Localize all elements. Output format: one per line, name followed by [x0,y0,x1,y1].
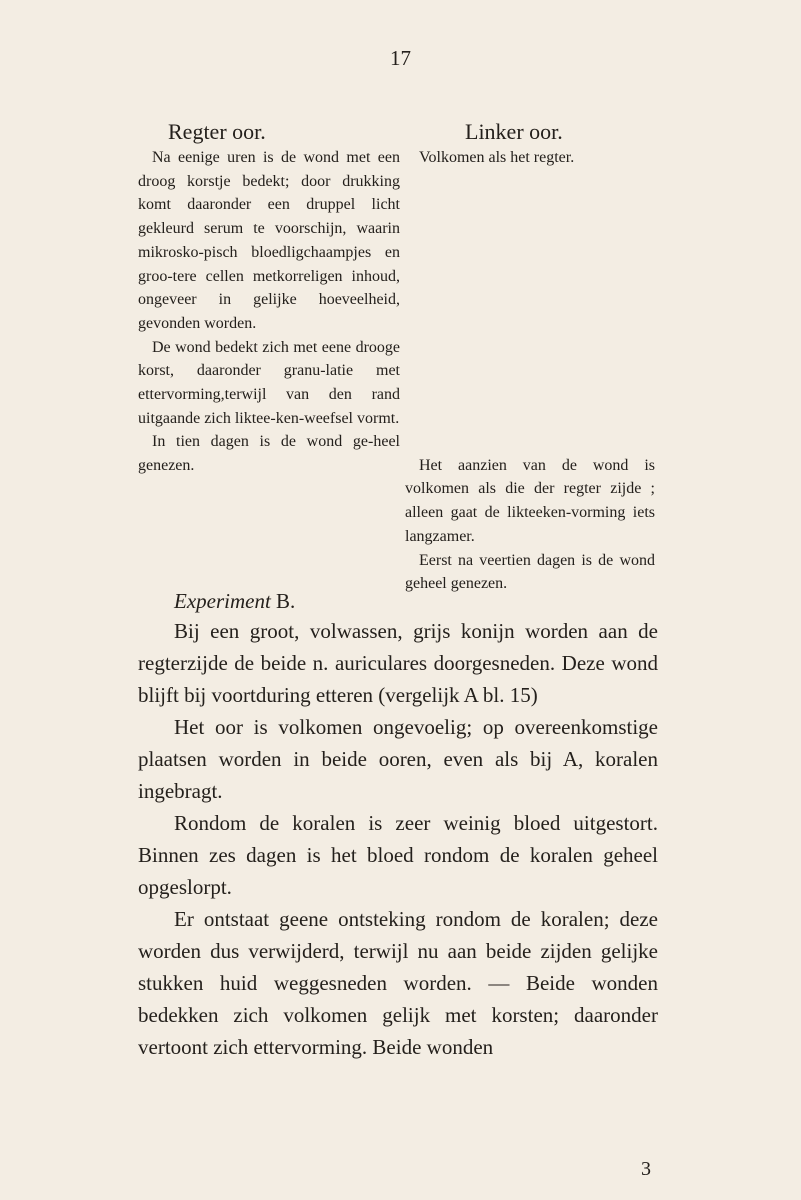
left-column-heading: Regter oor. [168,119,266,144]
left-paragraph: In tien dagen is de wond ge-heel genezen. [138,433,400,475]
body-paragraph: Rondom de koralen is zeer weinig bloed uitgestort. Binnen zes dagen is het bloed rondom de koralen geheel opgeslorpt. [138,811,658,899]
right-paragraph: Volkomen als het regter. [419,149,575,166]
right-column [405,119,655,596]
signature-mark: 3 [641,1158,651,1180]
body-paragraph: Het oor is volkomen ongevoelig; op overeenkomstige plaatsen worden in beide ooren, even als bij A, koralen ingebragt. [138,715,658,803]
right-paragraph: Eerst na veertien dagen is de wond geheel genezen. [405,551,655,593]
body-paragraph: Er ontstaat geene ontsteking rondom de koralen; deze worden dus verwijderd, terwijl nu aan beide zijden gelijke stukken huid weggesneden worden. — Beide wonden bedekken zich volkomen gelijk met korsten; daaronder vertoont zich ettervorming. Beide wonden [138,907,658,1059]
body-paragraph: Bij een groot, volwassen, grijs konijn worden aan de regterzijde de beide n. auriculares doorgesneden. Deze wond blijft bij voortduring etteren (vergelijk A bl. 15) [138,619,658,707]
left-paragraph: De wond bedekt zich met eene drooge korst, daaronder granu-latie met ettervorming,terwijl van den rand uitgaande zich liktee-ken-weefsel vormt. [138,338,400,427]
experiment-section [138,587,658,1063]
right-column-heading: Linker oor. [465,119,563,144]
right-paragraph: Het aanzien van de wond is volkomen als die der regter zijde ; alleen gaat de likteeken-vorming iets langzamer. [405,456,655,545]
page-number: 17 [390,46,411,70]
section-heading-italic: Experiment [174,589,271,613]
left-paragraph: Na eenige uren is de wond met een droog korstje bedekt; door drukking komt daaronder een druppel licht gekleurd serum te voorschijn, waarin mikrosko-pisch bloedligchaampjes en groo-tere cellen metkorreligen inhoud, ongeveer in gelijke hoeveelheid, gevonden worden. [138,149,400,332]
section-heading-label: B. [276,589,296,613]
left-column [138,119,400,478]
section-heading [174,587,658,615]
